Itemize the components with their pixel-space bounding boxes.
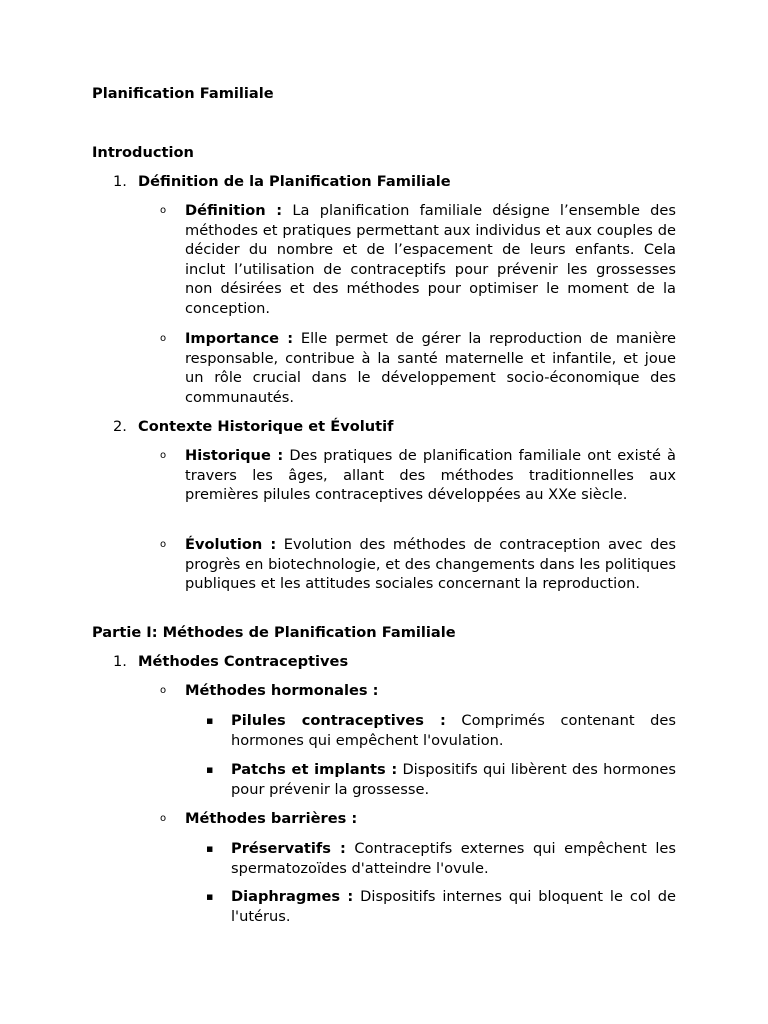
part-heading: Partie I: Méthodes de Planification Familiale	[92, 624, 456, 641]
list-item-definition	[160, 201, 676, 319]
list-item-preservatifs	[206, 839, 676, 878]
section-number: 1.	[113, 173, 127, 190]
item-label: Importance :	[185, 330, 294, 347]
item-label: Préservatifs :	[231, 840, 346, 857]
item-text: Dispositifs qui libèrent des hormones pour prévenir la grossesse.	[231, 761, 676, 798]
item-label: Diaphragmes :	[231, 888, 354, 905]
section-heading-definition	[113, 172, 451, 192]
circle-bullet-icon: o	[160, 813, 167, 824]
section-heading-methodes	[113, 652, 348, 672]
section-heading-contexte	[113, 417, 393, 437]
list-item-diaphragmes	[206, 887, 676, 926]
item-label: Définition :	[185, 202, 283, 219]
list-item-barrier	[160, 809, 676, 829]
list-item-patchs	[206, 760, 676, 799]
list-item-evolution	[160, 535, 676, 594]
section-title: Méthodes Contraceptives	[138, 653, 349, 670]
list-item-historique	[160, 446, 676, 505]
section-number: 1.	[113, 653, 127, 670]
document-title: Planification Familiale	[92, 85, 274, 102]
square-bullet-icon: ▪	[206, 763, 214, 776]
item-text: Contraceptifs externes qui empêchent les spermatozoïdes d'atteindre l'ovule.	[231, 840, 677, 877]
circle-bullet-icon: o	[160, 333, 167, 344]
item-label: Méthodes barrières :	[185, 810, 358, 827]
list-item-importance	[160, 329, 676, 407]
list-item-hormonal	[160, 681, 676, 701]
section-title: Contexte Historique et Évolutif	[138, 418, 394, 435]
item-text: Evolution des méthodes de contraception avec des progrès en biotechnologie, et des changements dans les politiques publiques et les attitudes sociales concernant la reproduction.	[185, 536, 677, 593]
circle-bullet-icon: o	[160, 450, 167, 461]
circle-bullet-icon: o	[160, 205, 167, 216]
item-text: Dispositifs internes qui bloquent le col de l'utérus.	[231, 888, 676, 925]
item-text: Des pratiques de planification familiale ont existé à travers les âges, allant des méthodes traditionnelles aux premières pilules contraceptives développées au XXe siècle.	[185, 447, 676, 504]
square-bullet-icon: ▪	[206, 842, 214, 855]
item-label: Pilules contraceptives :	[231, 712, 446, 729]
circle-bullet-icon: o	[160, 539, 167, 550]
square-bullet-icon: ▪	[206, 714, 214, 727]
square-bullet-icon: ▪	[206, 890, 214, 903]
item-label: Évolution :	[185, 536, 277, 553]
item-text: Elle permet de gérer la reproduction de manière responsable, contribue à la santé maternelle et infantile, et joue un rôle crucial dans le développement socio-économique des communautés.	[185, 330, 677, 406]
circle-bullet-icon: o	[160, 685, 167, 696]
introduction-heading: Introduction	[92, 144, 194, 161]
item-text: La planification familiale désigne l’ensemble des méthodes et pratiques permettant aux individus et aux couples de décider du nombre et de l’espacement de leurs enfants. Cela inclut l’utilisation de contraceptifs pour prévenir les grossesses non désirées et des méthodes pour optimiser le moment de la conception.	[185, 202, 677, 317]
section-number: 2.	[113, 418, 127, 435]
item-label: Méthodes hormonales :	[185, 682, 379, 699]
item-text: Comprimés contenant des hormones qui empêchent l'ovulation.	[231, 712, 677, 749]
item-label: Historique :	[185, 447, 284, 464]
section-title: Définition de la Planification Familiale	[138, 173, 451, 190]
list-item-pilules	[206, 711, 676, 750]
item-label: Patchs et implants :	[231, 761, 398, 778]
